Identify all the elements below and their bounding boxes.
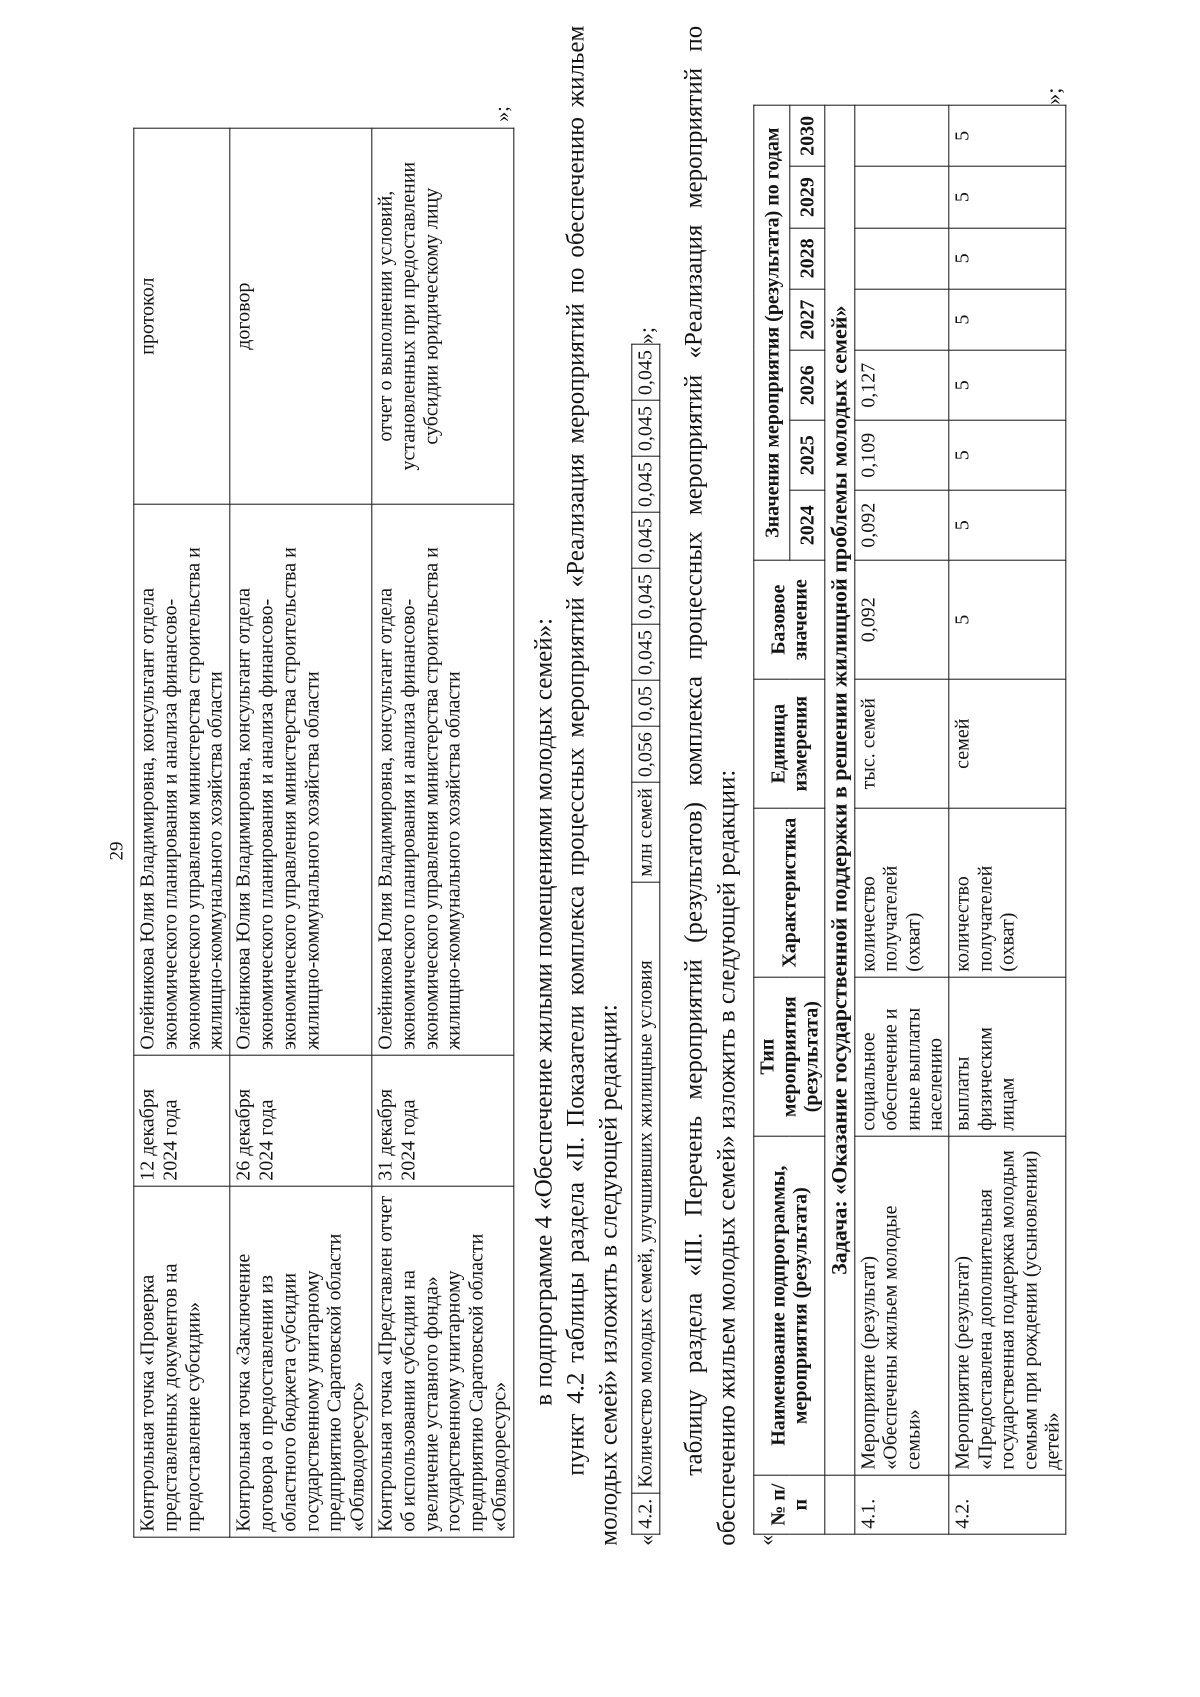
activity-value (855, 166, 950, 227)
activity-value: 0,127 (855, 350, 950, 420)
header-year: 2025 (790, 420, 826, 490)
activity-base: 5 (949, 560, 1066, 679)
activity-unit: семей (949, 679, 1066, 808)
document-content (133, 25, 1066, 1545)
closing-quote: »; (491, 105, 514, 122)
page-number: 29 (106, 841, 128, 861)
activity-value: 5 (949, 227, 1066, 288)
indicator-value: 0,045 (632, 512, 660, 568)
header-unit: Единица измерения (754, 679, 825, 808)
header-year: 2030 (790, 105, 826, 166)
activity-value: 5 (949, 420, 1066, 490)
activity-characteristic: количество получателей (охват) (855, 808, 950, 977)
indicator-value: 0,045 (632, 456, 660, 512)
control-point-document: протокол (134, 128, 230, 504)
control-point-date: 31 декабря 2024 года (372, 1055, 514, 1186)
activity-name: Мероприятие (результат) «Предоставлена дополнительная государственная поддержка молодым семьям при рождении (усыновлении) детей» (949, 1136, 1066, 1475)
header-type: Тип мероприятия (результата) (754, 977, 825, 1136)
activity-base: 0,092 (855, 560, 950, 679)
control-points-block (133, 25, 514, 1545)
control-point-responsible: Олейникова Юлия Владимировна, консультант отдела экономического планирования и анализа финансово-экономического управления министерства строительства и жилищно-коммунального хозяйства области (230, 504, 372, 1055)
indicator-row-block (632, 25, 661, 1545)
header-year: 2028 (790, 227, 826, 288)
indicator-table (632, 344, 661, 1535)
activity-value: 5 (949, 350, 1066, 420)
task-row (825, 105, 855, 1534)
header-base: Базовое значение (754, 560, 825, 679)
opening-quote: « (633, 1534, 659, 1546)
indicator-value: 0,045 (632, 344, 660, 400)
activity-value: 0,109 (855, 420, 950, 490)
control-points-table (133, 127, 514, 1537)
header-year: 2026 (790, 350, 826, 420)
activity-value (855, 105, 950, 166)
activity-value: 0,092 (855, 490, 950, 560)
activity-unit: тыс. семей (855, 679, 950, 808)
control-point-document: отчет о выполнении условий, установленных при предоставлении субсидии юридическому лицу (372, 128, 514, 504)
activity-number: 4.1. (855, 1475, 950, 1534)
control-point-name: Контрольная точка «Заключение договора о предоставлении из областного бюджета субсидии государственному унитарному предприятию Саратовской области «Облводоресурс» (230, 1186, 372, 1537)
header-name: Наименование подпрограммы, мероприятия (результата) (754, 1136, 825, 1475)
indicator-name: Количество молодых семей, улучшивших жилищные условия (632, 882, 660, 1493)
opening-quote: « (753, 1534, 779, 1546)
paragraph-subprogram: в подпрограмме 4 «Обеспечение жилыми помещениями молодых семей»: (530, 617, 558, 1406)
control-point-date: 26 декабря 2024 года (230, 1055, 372, 1186)
paragraph-table-3: таблицу раздела «III. Перечень мероприятий (результатов) комплекса процессных мероприятий «Реализация мероприятий по обеспечению жильем молодых семей» изложить в следующей редакции: (680, 25, 741, 1546)
activity-value (855, 227, 950, 288)
indicator-unit: млн семей (632, 782, 660, 882)
activity-value: 5 (949, 490, 1066, 560)
header-year: 2029 (790, 166, 826, 227)
activity-value (855, 288, 950, 349)
table-row (134, 128, 230, 1537)
activity-value: 5 (949, 288, 1066, 349)
activity-type: выплаты физическим лицам (949, 977, 1066, 1136)
closing-quote: »; (1040, 87, 1066, 105)
activity-number: 4.2. (949, 1475, 1066, 1534)
header-row (754, 105, 790, 1534)
control-point-responsible: Олейникова Юлия Владимировна, консультант отдела экономического планирования и анализа финансово-экономического управления министерства строительства и жилищно-коммунального хозяйства области (372, 504, 514, 1055)
activities-table (754, 104, 1067, 1534)
activity-name: Мероприятие (результат) «Обеспечены жильем молодые семьи» (855, 1136, 950, 1475)
header-characteristic: Характеристика (754, 808, 825, 977)
indicator-value: 0,045 (632, 400, 660, 456)
indicator-value: 0,045 (632, 568, 660, 624)
table-row (230, 128, 372, 1537)
activities-block (754, 25, 1067, 1545)
activity-characteristic: количество получателей (охват) (949, 808, 1066, 977)
header-number: № п/п (754, 1475, 825, 1534)
header-year: 2024 (790, 490, 826, 560)
control-point-name: Контрольная точка «Представлен отчет об использовании субсидии на увеличение уставного фонда» государственному унитарному предприятию Саратовской области «Облводоресурс» (372, 1186, 514, 1537)
header-year: 2027 (790, 288, 826, 349)
table-row (632, 344, 660, 1534)
table-row (855, 105, 950, 1534)
control-point-name: Контрольная точка «Проверка представленных документов на предоставление субсидии» (134, 1186, 230, 1537)
activity-value: 5 (949, 105, 1066, 166)
closing-quote: »; (633, 326, 659, 344)
control-point-date: 12 декабря 2024 года (134, 1055, 230, 1186)
empty-cell (825, 1475, 855, 1534)
indicator-value: 0,056 (632, 726, 660, 782)
indicator-value: 0,05 (632, 680, 660, 726)
indicator-value: 0,045 (632, 624, 660, 680)
task-title: Задача: «Оказание государственной поддержки в решении жилищной проблемы молодых семей» (825, 105, 855, 1475)
activity-value: 5 (949, 166, 1066, 227)
control-point-document: договор (230, 128, 372, 504)
control-point-responsible: Олейникова Юлия Владимировна, консультант отдела экономического планирования и анализа финансово-экономического управления министерства строительства и жилищно-коммунального хозяйства области (134, 504, 230, 1055)
table-row (372, 128, 514, 1537)
activity-type: социальное обеспечение и иные выплаты населению (855, 977, 950, 1136)
table-row (949, 105, 1066, 1534)
rotated-document (133, 25, 1066, 1546)
header-values: Значения мероприятия (результата) по годам (754, 105, 790, 560)
paragraph-item-4-2: пункт 4.2 таблицы раздела «II. Показатели комплекса процессных мероприятий «Реализация мероприятий по обеспечению жильем молодых семей» изложить в следующей редакции: (562, 25, 623, 1546)
indicator-number: 4.2. (632, 1493, 660, 1534)
